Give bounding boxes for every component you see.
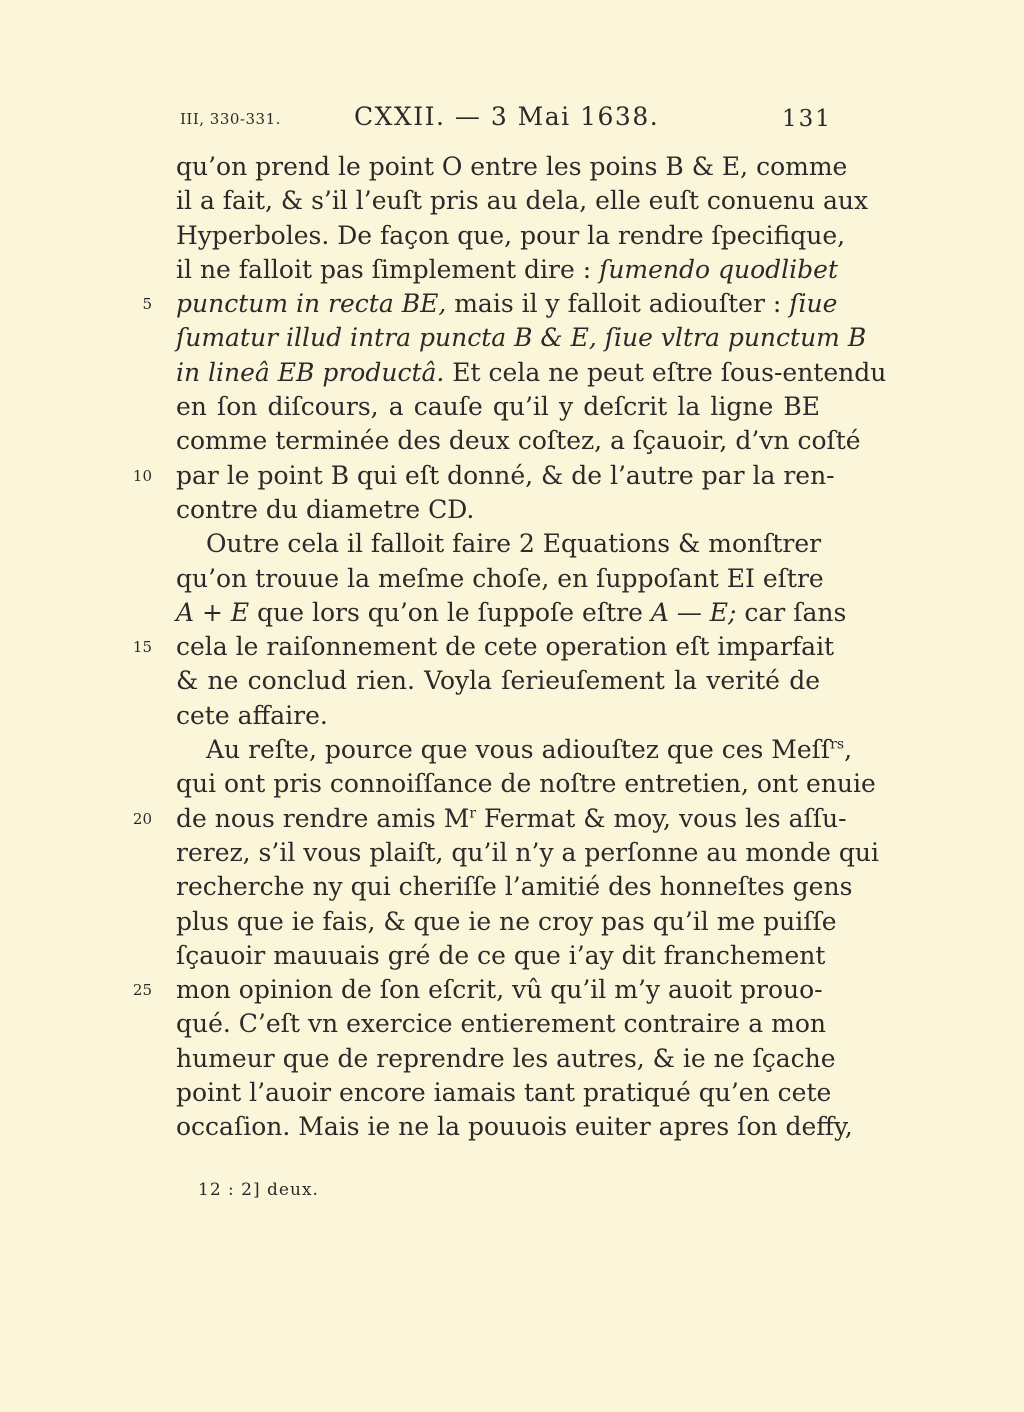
line-text: comme terminée des deux coſtez, a ſçauoir, d’vn coſté [176,426,861,456]
line-text: rerez, s’il vous plaiſt, qu’il n’y a perſonne au monde qui [176,837,880,867]
line-text: en ſon diſcours, a cauſe qu’il y deſcrit la ligne BE [176,392,820,422]
text-line [176,767,876,801]
text-line [176,870,853,904]
line-text: , [844,735,853,765]
superscript: r [469,805,477,822]
line-text: & ne conclud rien. Voyla ſerieuſement la verité de [176,666,820,696]
footnote: 12 : 2] deux. [198,1180,319,1200]
italic-latin-text: ſiue [789,289,838,319]
line-text: Au reſte, pource que vous adiouſtez que ces Meſſ [206,735,831,765]
text-line [176,493,820,527]
line-text: mon opinion de ſon eſcrit, vû qu’il m’y auoit prouo- [176,975,823,1005]
line-number: 15 [132,638,152,657]
text-line [142,287,838,321]
text-line [132,973,823,1007]
text-line [176,1007,826,1041]
italic-latin-text: A — E; [650,597,737,627]
line-text: ſçauoir mauuais gré de ce que i’ay dit franchement [176,940,826,970]
text-line [132,459,835,493]
line-text: cela le raiſonnement de cete operation eſt imparfait [176,632,835,662]
line-number: 5 [142,295,152,314]
line-number: 10 [132,466,152,485]
text-line [176,596,847,630]
line-text: il ne falloit pas ſimplement dire : [176,254,600,284]
superscript: rs [830,736,845,753]
italic-latin-text: ſumendo quodlibet [599,254,839,284]
text-line [176,733,853,767]
text-line [176,219,846,253]
text-line [176,184,869,218]
line-text: mais il y falloit adiouſter : [446,289,790,319]
text-line [176,939,826,973]
line-text: que lors qu’on le ſuppoſe eſtre [249,597,651,627]
letter-body [132,150,887,1145]
line-text: humeur que de reprendre les autres, & ie ne ſçache [176,1043,836,1073]
line-number: 20 [132,809,152,828]
line-text: par le point B qui eſt donné, & de l’autre par la ren- [176,460,835,490]
text-line [176,664,820,698]
italic-latin-text: ſumatur illud intra puncta B & E, ſiue vltra punctum B [176,323,867,353]
text-line [176,390,820,424]
page-number: 131 [782,106,832,132]
running-header [0,102,1024,138]
line-text: qu’on trouue la meſme choſe, en ſuppoſant EI eſtre [176,563,824,593]
text-line [176,1042,836,1076]
text-line [176,836,880,870]
line-text: de nous rendre amis M [176,803,470,833]
line-text: recherche ny qui cheriſſe l’amitié des honneſtes gens [176,872,853,902]
line-text: Fermat & moy, vous les aſſu- [476,803,847,833]
italic-latin-text: punctum in recta BE, [176,289,447,319]
text-line [176,699,820,733]
line-text: point l’auoir encore iamais tant pratiqué qu’en cete [176,1078,832,1108]
line-text: plus que ie fais, & que ie ne croy pas qu’il me puiſſe [176,906,837,936]
volume-reference: III, 330-331. [180,110,281,128]
line-text: contre du diametre CD. [176,494,475,524]
text-line [132,630,835,664]
line-text: occaſion. Mais ie ne la pouuois euiter apres ſon deffy, [176,1112,853,1142]
line-text: qu’on prend le point O entre les poins B & E, comme [176,152,848,181]
line-text: car ſans [736,597,847,627]
text-line [176,356,887,390]
text-line [176,562,824,596]
line-text: qui ont pris connoiſſance de noſtre entretien, ont enuie [176,769,876,799]
line-text: cete affaire. [176,700,328,730]
text-line [176,1076,832,1110]
text-line [176,424,861,458]
line-text: Hyperboles. De façon que, pour la rendre ſpecifique, [176,220,846,250]
line-text: Outre cela il falloit faire 2 Equations & monſtrer [206,529,822,559]
italic-latin-text: in lineâ EB productâ. [176,357,445,387]
line-text: Et cela ne peut eſtre ſous-entendu [444,357,887,387]
italic-latin-text: A + E [176,597,250,627]
text-line [176,253,839,287]
line-number: 25 [132,981,152,1000]
text-line [176,150,848,184]
line-text: il a fait, & s’il l’euſt pris au dela, elle euſt conuenu aux [176,186,869,216]
line-text: qué. C’eſt vn exercice entierement contraire a mon [176,1009,826,1039]
text-line [176,527,820,561]
letter-title: CXXII. — 3 Mai 1638. [354,102,660,131]
text-line [176,1110,853,1144]
text-line [176,321,867,355]
text-line [176,905,837,939]
text-line [132,802,847,836]
